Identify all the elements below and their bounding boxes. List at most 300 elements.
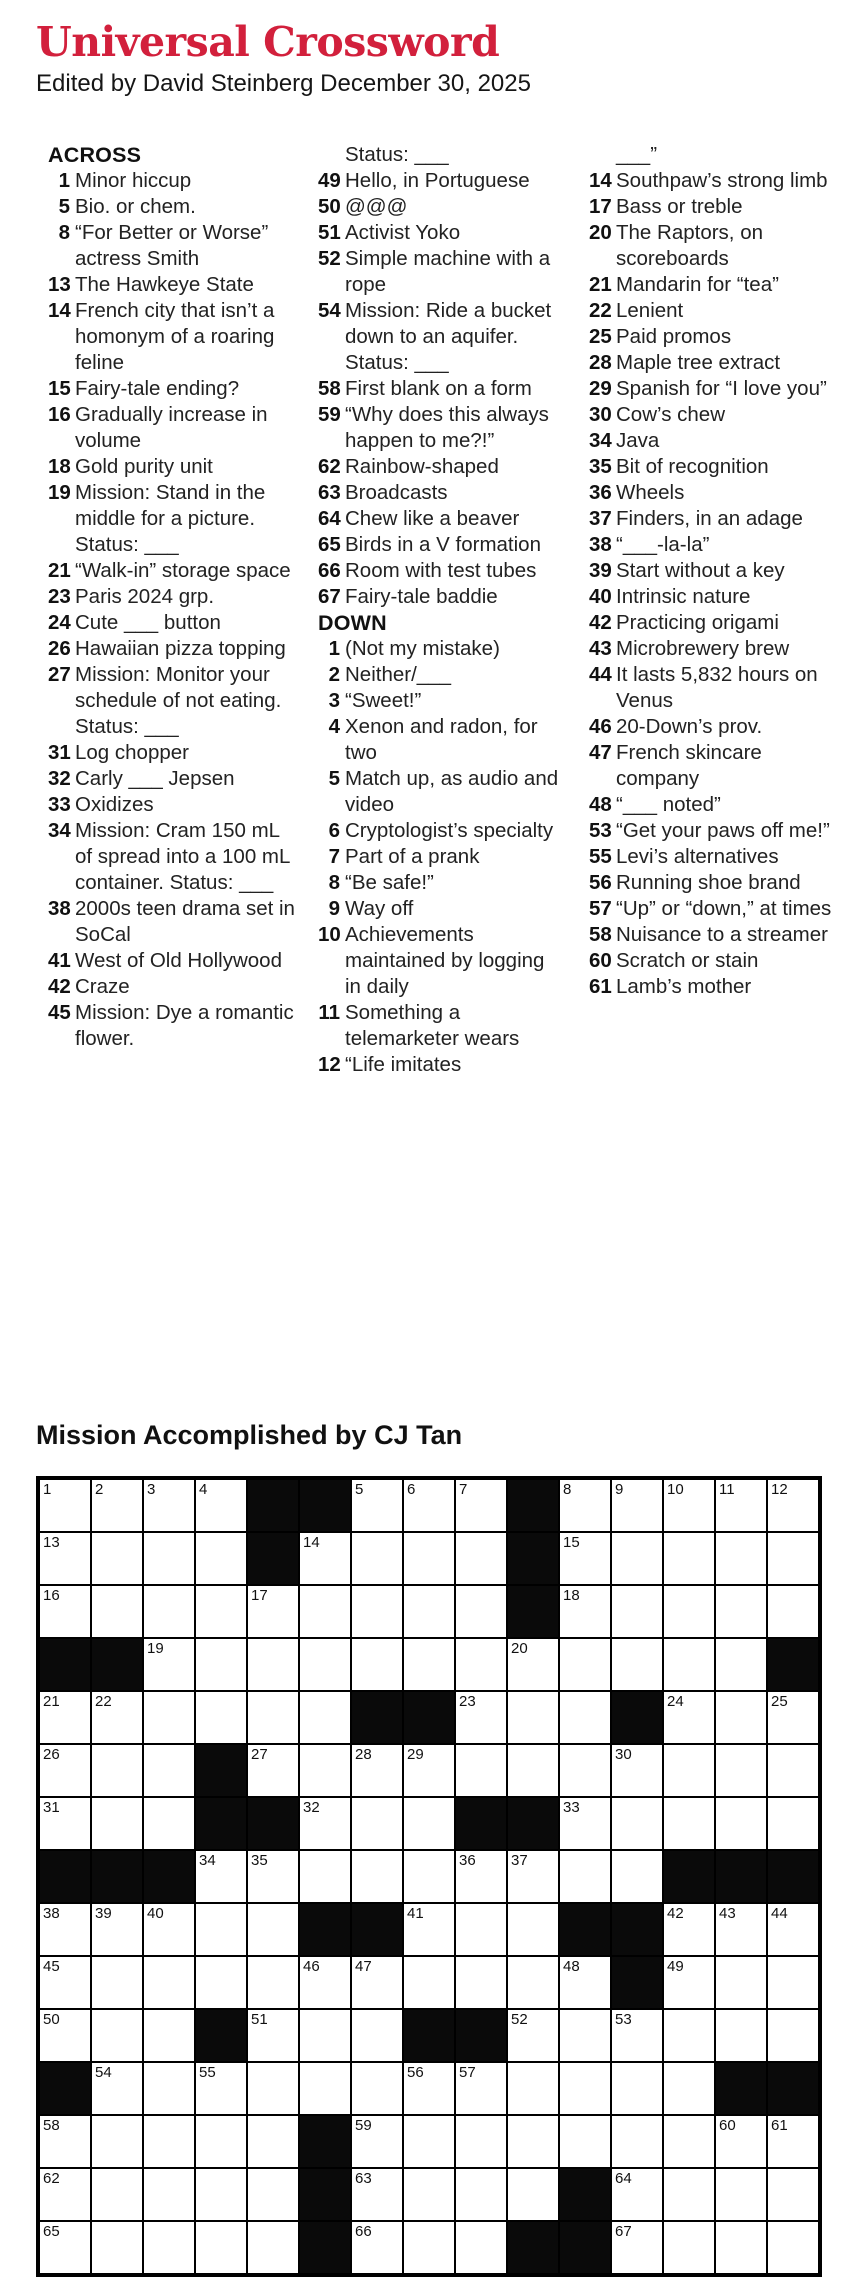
grid-cell[interactable]	[300, 1586, 350, 1637]
grid-cell[interactable]	[768, 1533, 818, 1584]
grid-black-cell	[768, 2063, 818, 2114]
grid-cell[interactable]	[716, 1957, 766, 2008]
grid-cell[interactable]	[40, 1480, 90, 1531]
grid-cell[interactable]	[40, 2222, 90, 2273]
grid-cell[interactable]	[300, 1692, 350, 1743]
grid-cell[interactable]	[196, 2116, 246, 2167]
grid-cell[interactable]	[92, 2063, 142, 2114]
grid-cell[interactable]	[612, 2010, 662, 2061]
clue-number: 5	[58, 195, 70, 218]
grid-cell[interactable]	[560, 1957, 610, 2008]
grid-cell[interactable]	[248, 2063, 298, 2114]
grid-cell[interactable]	[92, 1480, 142, 1531]
clue-number: 55	[589, 845, 612, 868]
clue-item	[589, 506, 845, 532]
grid-cell[interactable]	[768, 1480, 818, 1531]
grid-cell[interactable]	[300, 1639, 350, 1690]
grid-cell[interactable]	[404, 1745, 454, 1796]
clue-item	[589, 792, 845, 818]
clue-text: French city that isn’t a homonym of a roaring feline	[75, 299, 275, 374]
grid-cell[interactable]	[196, 2063, 246, 2114]
grid-cell[interactable]	[456, 1851, 506, 1902]
clue-item	[318, 688, 565, 714]
grid-cell[interactable]	[560, 1533, 610, 1584]
grid-cell[interactable]	[300, 2063, 350, 2114]
grid-cell[interactable]	[716, 1692, 766, 1743]
clue-number: 60	[589, 949, 612, 972]
grid-cell[interactable]	[144, 1692, 194, 1743]
grid-cell[interactable]	[560, 2116, 610, 2167]
clue-item	[589, 194, 845, 220]
grid-cell[interactable]	[768, 1798, 818, 1849]
grid-cell[interactable]	[352, 1586, 402, 1637]
grid-cell[interactable]	[352, 1639, 402, 1690]
grid-cell[interactable]	[664, 1798, 714, 1849]
cell-number: 26	[43, 1746, 60, 1763]
grid-cell[interactable]	[352, 1480, 402, 1531]
grid-cell[interactable]	[300, 1957, 350, 2008]
grid-cell[interactable]	[664, 1639, 714, 1690]
grid-cell[interactable]	[716, 1586, 766, 1637]
clue-item	[589, 610, 845, 636]
clue-text: Lenient	[616, 299, 684, 322]
grid-cell[interactable]	[508, 1851, 558, 1902]
grid-cell[interactable]	[40, 2169, 90, 2220]
clue-text: 2000s teen drama set in SoCal	[75, 897, 295, 946]
grid-cell[interactable]	[40, 1904, 90, 1955]
grid-cell[interactable]	[664, 1692, 714, 1743]
grid-cell[interactable]	[508, 1745, 558, 1796]
grid-cell[interactable]	[612, 1798, 662, 1849]
clue-text: Status: ___	[345, 143, 449, 166]
cell-number: 48	[563, 1958, 580, 1975]
cell-number: 51	[251, 2011, 268, 2028]
grid-cell[interactable]	[664, 2222, 714, 2273]
clue-number: 37	[589, 507, 612, 530]
grid-cell[interactable]	[352, 2116, 402, 2167]
grid-cell[interactable]	[404, 2169, 454, 2220]
grid-cell[interactable]	[456, 2063, 506, 2114]
grid-cell[interactable]	[40, 1745, 90, 1796]
grid-cell[interactable]	[508, 2116, 558, 2167]
grid-cell[interactable]	[612, 1851, 662, 1902]
clue-text: Birds in a V formation	[345, 533, 541, 556]
clue-number: 54	[318, 299, 341, 322]
cell-number: 14	[303, 1534, 320, 1551]
clue-item	[589, 376, 845, 402]
grid-black-cell	[612, 1692, 662, 1743]
grid-cell[interactable]	[196, 2169, 246, 2220]
grid-cell[interactable]	[768, 2222, 818, 2273]
grid-cell[interactable]	[40, 1692, 90, 1743]
clue-item	[318, 584, 565, 610]
clue-item	[589, 948, 845, 974]
grid-cell[interactable]	[612, 2063, 662, 2114]
grid-cell[interactable]	[508, 2063, 558, 2114]
grid-cell[interactable]	[144, 1904, 194, 1955]
grid-cell[interactable]	[404, 1904, 454, 1955]
grid-cell[interactable]	[716, 1480, 766, 1531]
grid-cell[interactable]	[560, 1586, 610, 1637]
grid-cell[interactable]	[768, 1745, 818, 1796]
grid-cell[interactable]	[40, 1798, 90, 1849]
grid-cell[interactable]	[196, 1957, 246, 2008]
clue-number: 39	[589, 559, 612, 582]
grid-cell[interactable]	[144, 2063, 194, 2114]
clue-number: 26	[48, 637, 71, 660]
grid-cell[interactable]	[664, 1904, 714, 1955]
grid-cell[interactable]	[92, 2116, 142, 2167]
clue-number: 30	[589, 403, 612, 426]
clue-item	[318, 194, 565, 220]
grid-cell[interactable]	[560, 1639, 610, 1690]
grid-cell[interactable]	[456, 1533, 506, 1584]
clue-text: 20-Down’s prov.	[616, 715, 763, 738]
clue-text: Cow’s chew	[616, 403, 725, 426]
puzzle-title: Mission Accomplished by CJ Tan	[36, 1420, 463, 1450]
grid-cell[interactable]	[404, 1586, 454, 1637]
grid-cell[interactable]	[248, 2169, 298, 2220]
grid-cell[interactable]	[352, 2222, 402, 2273]
clue-item	[589, 714, 845, 740]
grid-cell[interactable]	[248, 1904, 298, 1955]
grid-cell[interactable]	[456, 1904, 506, 1955]
grid-cell[interactable]	[768, 1586, 818, 1637]
clue-text: Paris 2024 grp.	[75, 585, 215, 608]
clue-number: 29	[589, 377, 612, 400]
grid-cell[interactable]	[612, 1745, 662, 1796]
grid-cell[interactable]	[352, 2063, 402, 2114]
clue-text: Broadcasts	[345, 481, 448, 504]
clue-number: 41	[48, 949, 71, 972]
grid-cell[interactable]	[40, 1957, 90, 2008]
grid-cell[interactable]	[248, 2116, 298, 2167]
grid-cell[interactable]	[404, 1480, 454, 1531]
grid-cell[interactable]	[144, 2222, 194, 2273]
grid-cell[interactable]	[352, 1745, 402, 1796]
grid-cell[interactable]	[404, 2063, 454, 2114]
clue-item	[318, 532, 565, 558]
clue-text: “Life imitates	[345, 1053, 462, 1076]
grid-cell[interactable]	[768, 1957, 818, 2008]
grid-cell[interactable]	[664, 2169, 714, 2220]
grid-cell[interactable]	[40, 2010, 90, 2061]
clue-text: Minor hiccup	[75, 169, 192, 192]
grid-cell[interactable]	[716, 2222, 766, 2273]
grid-cell[interactable]	[92, 1692, 142, 1743]
grid-cell[interactable]	[612, 2222, 662, 2273]
grid-cell[interactable]	[144, 1957, 194, 2008]
grid-cell[interactable]	[456, 1745, 506, 1796]
clue-number: 42	[589, 611, 612, 634]
clue-text: Practicing origami	[616, 611, 779, 634]
grid-cell[interactable]	[508, 1639, 558, 1690]
grid-cell[interactable]	[612, 1533, 662, 1584]
grid-cell[interactable]	[456, 1957, 506, 2008]
grid-cell[interactable]	[560, 1480, 610, 1531]
grid-cell[interactable]	[664, 2116, 714, 2167]
cell-number: 27	[251, 1746, 268, 1763]
clue-item	[589, 428, 845, 454]
grid-cell[interactable]	[768, 1692, 818, 1743]
clue-item	[318, 766, 565, 818]
cell-number: 25	[771, 1693, 788, 1710]
grid-cell[interactable]	[404, 2116, 454, 2167]
clue-number: 24	[48, 611, 71, 634]
clue-text: Neither/___	[345, 663, 451, 686]
grid-black-cell	[196, 1745, 246, 1796]
clue-text: Carly ___ Jepsen	[75, 767, 235, 790]
clue-item	[48, 168, 295, 194]
grid-cell[interactable]	[144, 1745, 194, 1796]
grid-cell[interactable]	[300, 2010, 350, 2061]
clue-number: 17	[589, 195, 612, 218]
grid-cell[interactable]	[404, 1533, 454, 1584]
clue-item	[48, 740, 295, 766]
cell-number: 7	[459, 1481, 468, 1498]
clue-text: Wheels	[616, 481, 685, 504]
clue-number: 63	[318, 481, 341, 504]
grid-cell[interactable]	[40, 1586, 90, 1637]
grid-cell[interactable]	[560, 1851, 610, 1902]
grid-cell[interactable]	[92, 1904, 142, 1955]
grid-cell[interactable]	[768, 2169, 818, 2220]
grid-cell[interactable]	[560, 1798, 610, 1849]
grid-cell[interactable]	[144, 1639, 194, 1690]
clues-column-3	[589, 142, 845, 1000]
grid-cell[interactable]	[300, 1798, 350, 1849]
grid-cell[interactable]	[768, 1904, 818, 1955]
grid-cell[interactable]	[196, 2222, 246, 2273]
clue-item	[48, 766, 295, 792]
clue-text: Microbrewery brew	[616, 637, 790, 660]
grid-cell[interactable]	[196, 1904, 246, 1955]
grid-cell[interactable]	[352, 2010, 402, 2061]
clue-number: 59	[318, 403, 341, 426]
grid-cell[interactable]	[352, 1533, 402, 1584]
clue-number: 7	[328, 845, 340, 868]
grid-cell[interactable]	[456, 1480, 506, 1531]
clue-text: “___ noted”	[616, 793, 721, 816]
grid-cell[interactable]	[248, 1639, 298, 1690]
grid-cell[interactable]	[404, 1798, 454, 1849]
clue-number: 3	[328, 689, 340, 712]
clue-item	[318, 870, 565, 896]
grid-cell[interactable]	[92, 2169, 142, 2220]
clue-item	[48, 636, 295, 662]
grid-cell[interactable]	[404, 1957, 454, 2008]
clue-item	[318, 220, 565, 246]
clue-text: Mission: Monitor your schedule of not eating. Status: ___	[75, 663, 282, 738]
grid-cell[interactable]	[664, 2063, 714, 2114]
grid-cell[interactable]	[664, 1533, 714, 1584]
grid-cell[interactable]	[716, 1533, 766, 1584]
grid-cell[interactable]	[456, 1586, 506, 1637]
grid-cell[interactable]	[92, 1586, 142, 1637]
grid-cell[interactable]	[664, 1586, 714, 1637]
clue-number: 65	[318, 533, 341, 556]
grid-cell[interactable]	[248, 1745, 298, 1796]
clue-text: Bass or treble	[616, 195, 743, 218]
grid-cell[interactable]	[612, 1480, 662, 1531]
cell-number: 60	[719, 2117, 736, 2134]
grid-cell[interactable]	[144, 1586, 194, 1637]
grid-cell[interactable]	[144, 2169, 194, 2220]
clue-number: 57	[589, 897, 612, 920]
cell-number: 3	[147, 1481, 156, 1498]
grid-cell[interactable]	[248, 2222, 298, 2273]
grid-black-cell	[248, 1533, 298, 1584]
grid-cell[interactable]	[456, 1692, 506, 1743]
grid-cell[interactable]	[664, 1957, 714, 2008]
grid-cell[interactable]	[248, 1957, 298, 2008]
grid-cell[interactable]	[768, 2116, 818, 2167]
grid-cell[interactable]	[716, 2116, 766, 2167]
grid-cell[interactable]	[716, 1639, 766, 1690]
clue-item	[48, 220, 295, 272]
grid-cell[interactable]	[560, 1745, 610, 1796]
grid-cell[interactable]	[716, 2010, 766, 2061]
cell-number: 58	[43, 2117, 60, 2134]
grid-cell[interactable]	[144, 2116, 194, 2167]
grid-cell[interactable]	[40, 1533, 90, 1584]
grid-cell[interactable]	[196, 1692, 246, 1743]
clue-continuation	[318, 142, 565, 168]
cell-number: 29	[407, 1746, 424, 1763]
grid-cell[interactable]	[92, 2010, 142, 2061]
cell-number: 19	[147, 1640, 164, 1657]
grid-cell[interactable]	[612, 2169, 662, 2220]
grid-cell[interactable]	[716, 1745, 766, 1796]
clue-item	[318, 454, 565, 480]
grid-black-cell	[144, 1851, 194, 1902]
grid-cell[interactable]	[40, 2116, 90, 2167]
grid-cell[interactable]	[456, 2116, 506, 2167]
grid-cell[interactable]	[144, 2010, 194, 2061]
grid-cell[interactable]	[768, 2010, 818, 2061]
grid-cell[interactable]	[144, 1480, 194, 1531]
grid-cell[interactable]	[612, 2116, 662, 2167]
clue-number: 49	[318, 169, 341, 192]
clue-text: Mission: Stand in the middle for a picture. Status: ___	[75, 481, 266, 556]
clue-item	[318, 662, 565, 688]
grid-cell[interactable]	[560, 2010, 610, 2061]
grid-black-cell	[560, 2222, 610, 2273]
grid-cell[interactable]	[352, 1798, 402, 1849]
grid-cell[interactable]	[664, 2010, 714, 2061]
grid-cell[interactable]	[300, 1851, 350, 1902]
grid-cell[interactable]	[716, 2169, 766, 2220]
clue-text: ___”	[616, 143, 658, 166]
clue-item	[589, 662, 845, 714]
grid-cell[interactable]	[560, 2063, 610, 2114]
grid-black-cell	[508, 1798, 558, 1849]
grid-cell[interactable]	[352, 1851, 402, 1902]
grid-cell[interactable]	[612, 1639, 662, 1690]
grid-cell[interactable]	[612, 1586, 662, 1637]
grid-cell[interactable]	[92, 1533, 142, 1584]
clue-text: Log chopper	[75, 741, 189, 764]
clue-number: 16	[48, 403, 71, 426]
grid-cell[interactable]	[508, 1692, 558, 1743]
grid-cell[interactable]	[560, 1692, 610, 1743]
grid-cell[interactable]	[300, 1533, 350, 1584]
grid-cell[interactable]	[664, 1745, 714, 1796]
grid-cell[interactable]	[404, 1851, 454, 1902]
grid-black-cell	[92, 1851, 142, 1902]
grid-cell[interactable]	[144, 1533, 194, 1584]
clue-text: Paid promos	[616, 325, 732, 348]
grid-black-cell	[560, 1904, 610, 1955]
grid-cell[interactable]	[664, 1480, 714, 1531]
grid-cell[interactable]	[716, 1798, 766, 1849]
grid-black-cell	[768, 1639, 818, 1690]
grid-cell[interactable]	[456, 1639, 506, 1690]
clue-text: “Be safe!”	[345, 871, 434, 894]
cell-number: 1	[43, 1481, 52, 1498]
grid-cell[interactable]	[508, 2010, 558, 2061]
grid-cell[interactable]	[248, 1586, 298, 1637]
clue-number: 5	[328, 767, 340, 790]
clue-text: Finders, in an adage	[616, 507, 803, 530]
cell-number: 39	[95, 1905, 112, 1922]
clue-text: “Walk-in” storage space	[75, 559, 291, 582]
grid-cell[interactable]	[716, 1904, 766, 1955]
grid-cell[interactable]	[248, 1692, 298, 1743]
clue-text: Mission: Dye a romantic flower.	[75, 1001, 294, 1050]
grid-cell[interactable]	[404, 2222, 454, 2273]
grid-cell[interactable]	[92, 1798, 142, 1849]
grid-cell[interactable]	[352, 2169, 402, 2220]
grid-cell[interactable]	[352, 1957, 402, 2008]
grid-cell[interactable]	[92, 2222, 142, 2273]
grid-cell[interactable]	[248, 2010, 298, 2061]
clue-text: Running shoe brand	[616, 871, 801, 894]
grid-cell[interactable]	[300, 1745, 350, 1796]
grid-black-cell	[40, 1639, 90, 1690]
clue-text: Bio. or chem.	[75, 195, 196, 218]
grid-cell[interactable]	[92, 1745, 142, 1796]
cell-number: 15	[563, 1534, 580, 1551]
clue-item	[48, 818, 295, 896]
clue-item	[48, 194, 295, 220]
grid-cell[interactable]	[456, 2222, 506, 2273]
cell-number: 44	[771, 1905, 788, 1922]
clue-text: Scratch or stain	[616, 949, 759, 972]
grid-cell[interactable]	[404, 1639, 454, 1690]
grid-cell[interactable]	[196, 1851, 246, 1902]
grid-cell[interactable]	[508, 1904, 558, 1955]
clue-number: 28	[589, 351, 612, 374]
grid-cell[interactable]	[508, 2169, 558, 2220]
cell-number: 20	[511, 1640, 528, 1657]
grid-cell[interactable]	[456, 2169, 506, 2220]
grid-cell[interactable]	[508, 1957, 558, 2008]
grid-black-cell	[300, 1904, 350, 1955]
grid-cell[interactable]	[196, 1639, 246, 1690]
clue-number: 58	[589, 923, 612, 946]
grid-cell[interactable]	[248, 1851, 298, 1902]
clue-text: Hawaiian pizza topping	[75, 637, 286, 660]
grid-cell[interactable]	[196, 1480, 246, 1531]
clue-number: 10	[318, 923, 341, 946]
grid-cell[interactable]	[196, 1586, 246, 1637]
grid-cell[interactable]	[92, 1957, 142, 2008]
grid-cell[interactable]	[196, 1533, 246, 1584]
clue-number: 48	[589, 793, 612, 816]
grid-cell[interactable]	[144, 1798, 194, 1849]
cell-number: 63	[355, 2170, 372, 2187]
